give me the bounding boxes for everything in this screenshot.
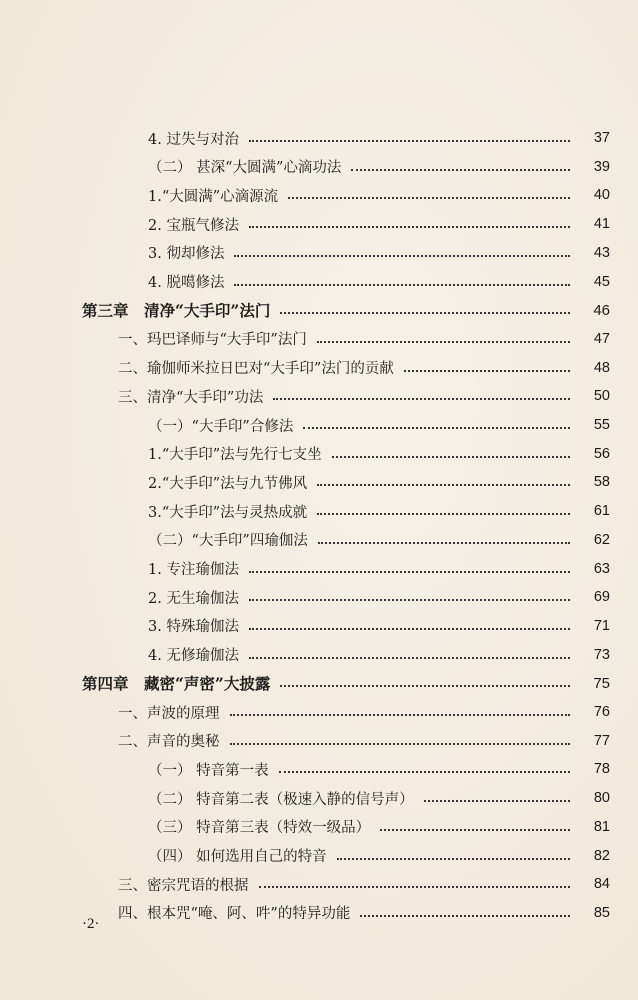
toc-page-number: 62 [593,531,610,548]
toc-entry-title: （二）“大手印”四瑜伽法 [148,533,308,550]
toc-row [0,326,638,352]
dot-leader [280,685,570,687]
toc-chapter-row [0,297,638,323]
toc-entry-title: （三） 特音第三表（特效一级品） [148,820,371,837]
toc-row [0,699,638,725]
toc-page-number: 73 [593,646,610,663]
toc-page-number: 76 [593,704,610,720]
toc-row [0,125,638,151]
dot-leader [230,714,571,716]
dot-leader [280,312,570,314]
toc-row [0,871,638,897]
dot-leader [273,398,570,400]
dot-leader [279,771,570,773]
toc-row [0,240,638,266]
toc-page-number: 56 [593,445,610,462]
toc-row [0,441,638,467]
toc-entry-title: （四） 如何选用自己的特音 [148,849,327,865]
toc-page-number: 84 [593,876,610,893]
toc-row [0,383,638,409]
dot-leader [303,427,570,429]
toc-page-number: 47 [593,330,610,347]
toc-page-number: 45 [593,273,610,290]
toc-entry-title: 1. 专注瑜伽法 [148,562,239,578]
dot-leader [317,341,570,343]
toc-entry-title: 第四章 藏密“声密”大披露 [82,674,271,694]
toc-row [0,211,638,237]
dot-leader [317,484,570,486]
toc-page-number: 43 [593,244,610,261]
dot-leader [380,829,570,831]
toc-entry-title: 2. 宝瓶气修法 [148,217,239,234]
toc-row [0,843,638,869]
toc-entry-title: 1.“大圆满”心滴源流 [148,188,279,205]
toc-row [0,527,638,553]
toc-entry-title: 3. 特殊瑜伽法 [148,619,239,636]
toc-entry-title: 4. 过失与对治 [148,131,239,148]
toc-row [0,269,638,295]
toc-entry-title: （一）“大手印”合修法 [148,418,294,435]
toc-entry-title: 三、清净“大手印”功法 [118,389,264,406]
toc-row [0,498,638,524]
toc-row [0,642,638,668]
toc-entry-title: 一、声波的原理 [118,705,220,722]
dot-leader [404,370,570,372]
dot-leader [332,456,570,458]
toc-row [0,785,638,811]
page-number: ·2· [82,916,100,932]
toc-row [0,469,638,495]
toc-page-number: 75 [593,674,610,692]
toc-page-number: 82 [593,847,610,864]
toc-page-number: 71 [593,617,610,634]
toc-page-number: 39 [593,158,610,175]
dot-leader [249,628,570,630]
dot-leader [249,140,570,142]
toc-row [0,412,638,438]
dot-leader [317,513,570,515]
dot-leader [360,915,570,917]
toc-entry-title: 4. 脱噶修法 [148,275,225,291]
toc-chapter-row [0,670,638,696]
toc-page-number: 77 [593,732,610,749]
dot-leader [337,858,570,860]
dot-leader [351,169,570,171]
toc-entry-title: 一、玛巴译师与“大手印”法门 [118,332,307,349]
toc-entry-title: 二、瑜伽师米拉日巴对“大手印”法门的贡献 [118,361,394,378]
toc-page-number: 58 [593,474,610,491]
dot-leader [424,800,570,802]
toc-entry-title: 第三章 清净“大手印”法门 [82,301,271,321]
toc-page-number: 69 [593,589,610,606]
toc-page-number: 48 [593,359,610,376]
toc-entry-title: 3. 彻却修法 [148,246,225,263]
toc-row [0,584,638,610]
toc-page-number: 46 [593,301,610,319]
dot-leader [249,226,570,228]
toc-entry-title: 4. 无修瑜伽法 [148,648,239,665]
toc-entry-title: 三、密宗咒语的根据 [118,877,249,894]
toc-row [0,613,638,639]
toc-page-number: 81 [593,818,610,835]
toc-row [0,728,638,754]
toc-row [0,355,638,381]
dot-leader [249,657,570,659]
dot-leader [234,284,570,286]
toc-entry-title: （二） 特音第二表（极速入静的信号声） [148,791,414,808]
toc-entry-title: 1.“大手印”法与先行七支坐 [148,447,322,464]
dot-leader [249,599,570,601]
toc-page-number: 85 [593,904,610,921]
toc-entry-title: （一） 特音第一表 [148,762,269,779]
toc-entry-title: 四、根本咒“唵、阿、吽”的特异功能 [118,906,351,923]
dot-leader [234,255,570,257]
toc-entry-title: 2.“大手印”法与九节佛风 [148,475,308,492]
toc-entry-title: 2. 无生瑜伽法 [148,590,239,607]
toc-page-number: 55 [593,417,610,433]
toc-page-number: 63 [593,560,610,577]
toc-row [0,182,638,208]
toc-page-number: 50 [593,388,610,405]
toc-page-number: 78 [593,761,610,778]
toc-row [0,556,638,582]
dot-leader [318,542,570,544]
dot-leader [288,197,570,199]
toc-row [0,154,638,180]
dot-leader [230,743,571,745]
toc-page-number: 80 [593,790,610,807]
toc-page-number: 61 [593,503,610,520]
dot-leader [249,571,570,573]
toc-page-number: 40 [593,187,610,204]
dot-leader [259,886,571,888]
toc-row [0,756,638,782]
toc-page-number: 37 [593,130,610,146]
toc-entry-title: 二、声音的奥秘 [118,734,220,751]
toc-entry-title: 3.“大手印”法与灵热成就 [148,504,308,521]
toc-row [0,814,638,840]
toc-entry-title: （二） 甚深“大圆满”心滴功法 [148,160,342,177]
toc-page-number: 41 [593,216,610,233]
